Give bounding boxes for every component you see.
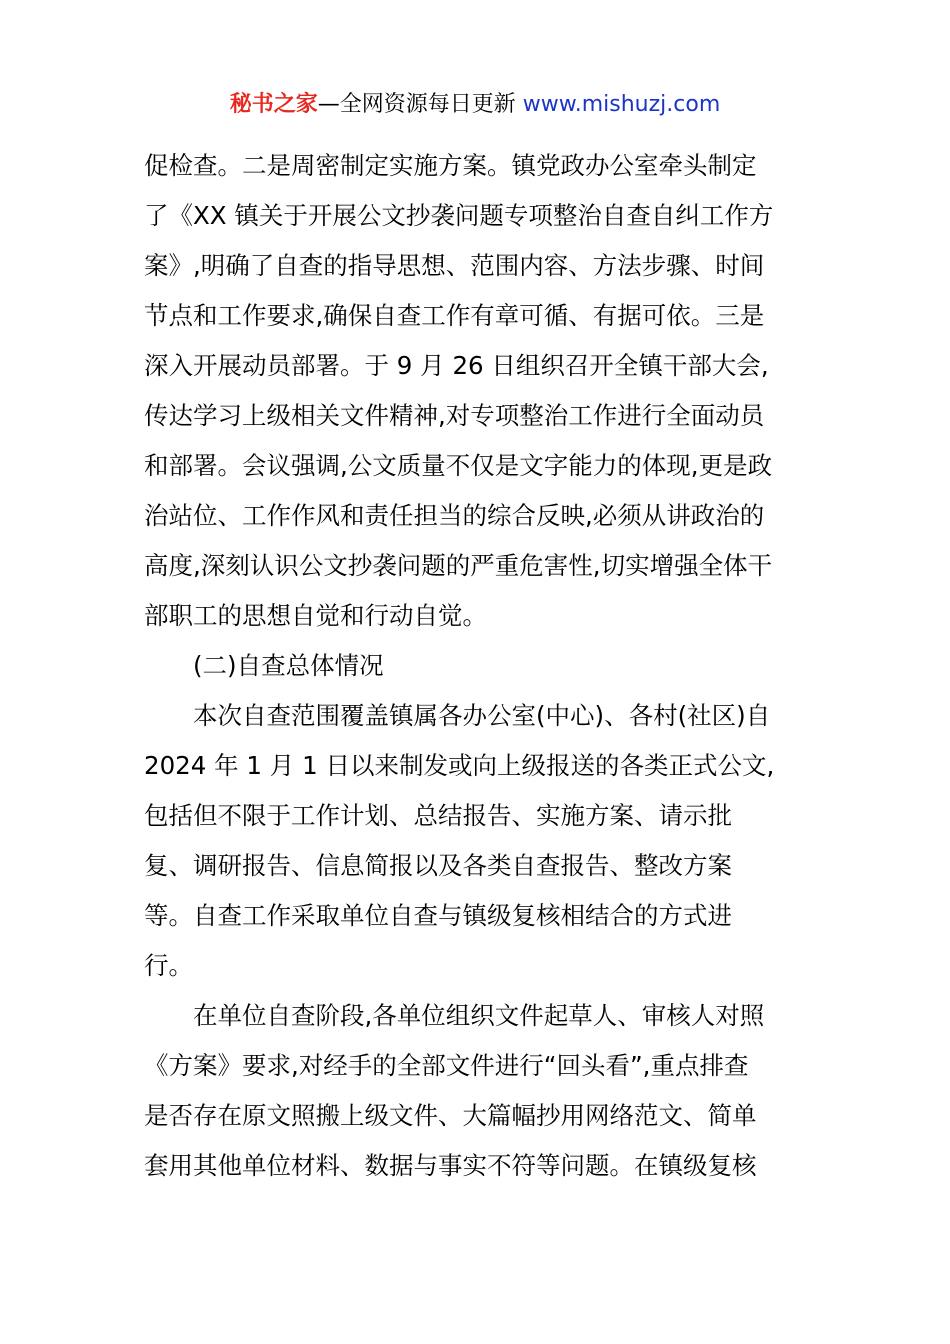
body-line: 行。 [144, 951, 193, 980]
body-line: 套用其他单位材料、数据与事实不符等问题。在镇级复核 [144, 1151, 757, 1180]
body-line: 《方案》要求,对经手的全部文件进行“回头看”,重点排查 [144, 1051, 749, 1080]
body-line: 促检查。二是周密制定实施方案。镇党政办公室牵头制定 [144, 151, 757, 180]
site-header [0, 88, 950, 122]
body-line: 2024 年 1 月 1 日以来制发或向上级报送的各类正式公文, [144, 751, 775, 780]
brand-name: 秘书之家 [229, 92, 318, 117]
body-line: 本次自查范围覆盖镇属各办公室(中心)、各村(社区)自 [193, 701, 771, 730]
body-line: 包括但不限于工作计划、总结报告、实施方案、请示批 [144, 801, 732, 830]
body-line: 深入开展动员部署。于 9 月 26 日组织召开全镇干部大会, [144, 351, 769, 380]
body-line: 节点和工作要求,确保自查工作有章可循、有据可依。三是 [144, 301, 765, 330]
body-line: 传达学习上级相关文件精神,对专项整治工作进行全面动员 [144, 401, 765, 430]
site-url-link[interactable]: www.mishuzj.com [522, 92, 721, 117]
body-line: 等。自查工作采取单位自查与镇级复核相结合的方式进 [144, 901, 732, 930]
body-line: 在单位自查阶段,各单位组织文件起草人、审核人对照 [193, 1001, 765, 1030]
section-heading: (二)自查总体情况 [193, 651, 384, 680]
body-line: 是否存在原文照搬上级文件、大篇幅抄用网络范文、简单 [144, 1101, 757, 1130]
body-line: 治站位、工作作风和责任担当的综合反映,必须从讲政治的 [144, 501, 765, 530]
body-line: 部职工的思想自觉和行动自觉。 [144, 601, 487, 630]
body-line: 了《XX 镇关于开展公文抄袭问题专项整治自查自纠工作方 [144, 201, 774, 230]
body-line: 和部署。会议强调,公文质量不仅是文字能力的体现,更是政 [144, 451, 773, 480]
site-slogan: —全网资源每日更新 [317, 92, 523, 117]
body-line: 复、调研报告、信息简报以及各类自查报告、整改方案 [144, 851, 732, 880]
body-line: 高度,深刻认识公文抄袭问题的严重危害性,切实增强全体干 [144, 551, 773, 580]
body-line: 案》,明确了自查的指导思想、范围内容、方法步骤、时间 [144, 251, 765, 280]
